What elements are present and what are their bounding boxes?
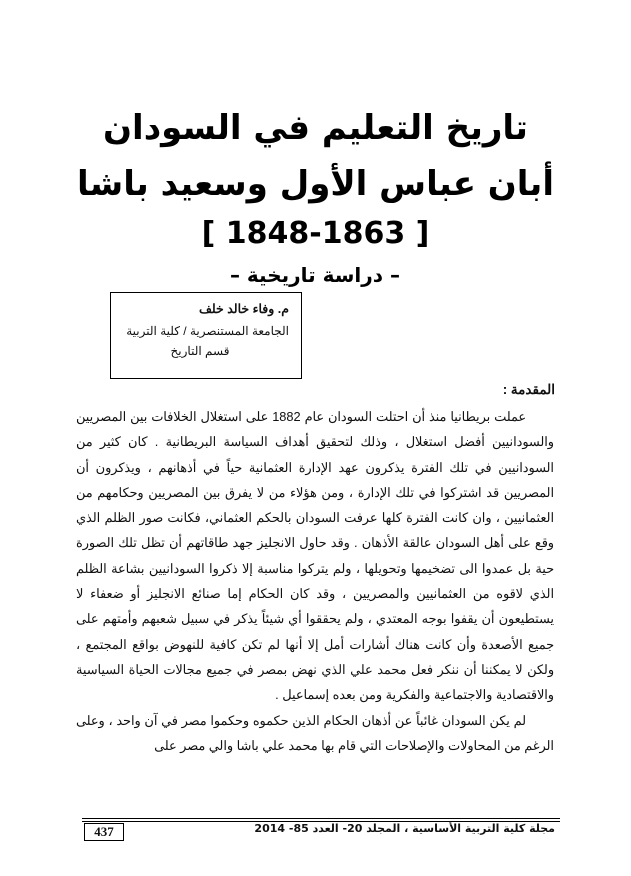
title-years: [ 1848-1863 ] <box>201 216 430 251</box>
section-heading: المقدمة : <box>502 382 555 397</box>
author-name: م. وفاء خالد خلف <box>198 302 289 316</box>
footer-rule <box>82 818 560 819</box>
body-text <box>76 404 554 758</box>
title-line-2: أبان عباس الأول وسعيد باشا <box>77 164 554 204</box>
author-affiliation: الجامعة المستنصرية / كلية التربية <box>126 324 289 338</box>
page-number: 437 <box>84 823 124 841</box>
paragraph: عملت بريطانيا منذ أن احتلت السودان عام 1882 على استغلال الخلافات بين المصريين والسودانيين أفضل استغلال ، وذلك لتحقيق أهداف السياسة البريطانية . كان كثير من السودانيين في تلك الفترة يذكرون عهد الإدارة العثمانية حياً في أذهانهم ، ويذكرون أن المصريين قد اشتركوا في تلك الإدارة ، ومن هؤلاء من لا يفرق بين المصريين وحكامهم من العثمانيين ، وان كانت الفترة كلها عرفت السودان بالحكم العثماني، فكانت صور الظلم الذي وقع على أهل السودان عالقة الأذهان . وقد حاول الانجليز جهد طاقاتهم أن تظل تلك الصورة حية بل عمدوا الى تضخيمها وتحويلها ، ولم يتركوا مناسبة إلا ذكروا السودانيين بشاعة الظلم الذي لاقوه من العثمانيين والمصريين ، وقد كان الحكام إما صنائع الانجليز أو ضعفاء لا يستطيعون أن يقفوا بوجه المعتدي ، ولم يحققوا أي شيئاً يذكر في سبيل شعبهم وأمتهم على جميع الأصعدة وأن كانت هناك أشارات أمل إلا أنها لم تكن كافية للنهوض بواقع المجتمع ، ولكن لا يمكننا أن ننكر فعل محمد علي الذي نهض بمصر في جميع مجالات الحياة السياسية والاقتصادية والاجتماعية والفكرية ومن بعده إسماعيل . <box>76 409 554 703</box>
paragraph: لم يكن السودان غائباً عن أذهان الحكام الذين حكموه وحكموا مصر في آن واحد ، وعلى الرغم من المحاولات والإصلاحات التي قام بها محمد علي باشا والي مصر على <box>76 712 554 753</box>
author-box <box>110 292 302 379</box>
title-subtitle: – دراسة تاريخية – <box>229 263 401 287</box>
title-line-1: تاريخ التعليم في السودان <box>103 108 528 148</box>
journal-citation: مجلة كلية التربية الأساسية ، المجلد 20- العدد 85- 2014 <box>254 822 555 835</box>
author-department: قسم التاريخ <box>170 344 230 358</box>
